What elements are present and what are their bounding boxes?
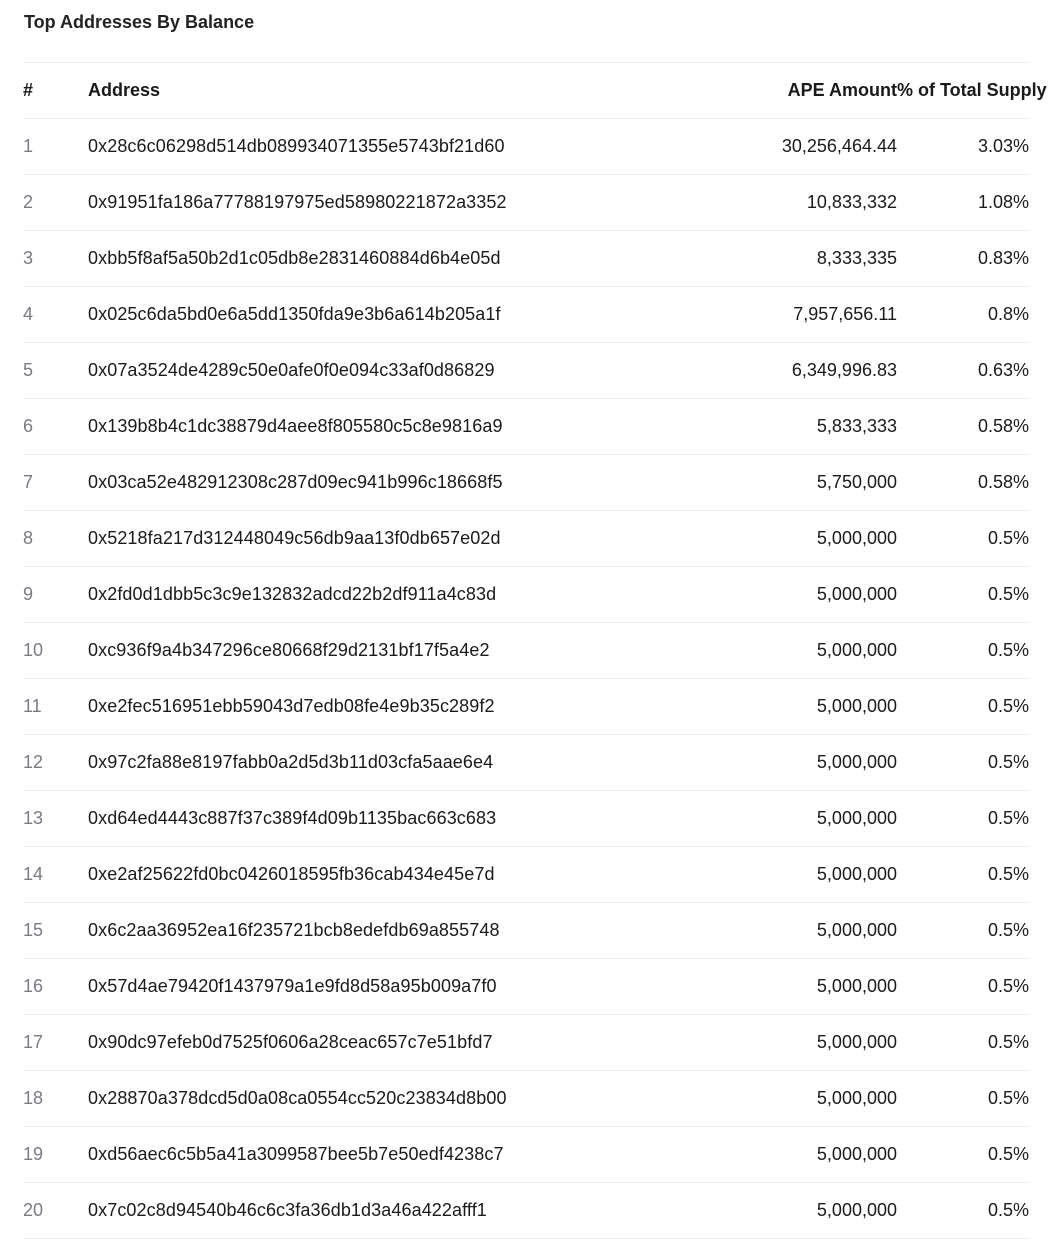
supply-percentage: 0.58% (897, 455, 1029, 511)
row-rank: 1 (23, 119, 88, 175)
address-link[interactable]: 0x025c6da5bd0e6a5dd1350fda9e3b6a614b205a1f (88, 287, 648, 343)
ape-amount: 5,000,000 (648, 735, 897, 791)
address-link[interactable]: 0x28870a378dcd5d0a08ca0554cc520c23834d8b00 (88, 1071, 648, 1127)
table-row (23, 1127, 1029, 1183)
table-row (23, 903, 1029, 959)
table-row (23, 847, 1029, 903)
ape-amount: 5,000,000 (648, 959, 897, 1015)
row-rank: 20 (23, 1183, 88, 1239)
ape-amount: 5,000,000 (648, 791, 897, 847)
supply-percentage: 0.8% (897, 287, 1029, 343)
address-link[interactable]: 0x03ca52e482912308c287d09ec941b996c18668f5 (88, 455, 648, 511)
table-row (23, 287, 1029, 343)
ape-amount: 5,000,000 (648, 511, 897, 567)
table-row (23, 511, 1029, 567)
ape-amount: 5,000,000 (648, 679, 897, 735)
address-link[interactable]: 0x07a3524de4289c50e0afe0f0e094c33af0d86829 (88, 343, 648, 399)
table-body (23, 119, 1029, 1239)
row-rank: 3 (23, 231, 88, 287)
supply-percentage: 3.03% (897, 119, 1029, 175)
row-rank: 18 (23, 1071, 88, 1127)
supply-percentage: 0.5% (897, 511, 1029, 567)
table-row (23, 623, 1029, 679)
row-rank: 10 (23, 623, 88, 679)
ape-amount: 10,833,332 (648, 175, 897, 231)
row-rank: 8 (23, 511, 88, 567)
supply-percentage: 0.5% (897, 847, 1029, 903)
ape-amount: 5,000,000 (648, 1071, 897, 1127)
ape-amount: 5,833,333 (648, 399, 897, 455)
row-rank: 5 (23, 343, 88, 399)
top-addresses-table (23, 62, 1047, 1239)
row-rank: 14 (23, 847, 88, 903)
table-header (23, 63, 1047, 119)
table-header-row (23, 63, 1029, 119)
address-link[interactable]: 0x90dc97efeb0d7525f0606a28ceac657c7e51bfd7 (88, 1015, 648, 1071)
ape-amount: 5,000,000 (648, 623, 897, 679)
page-title: Top Addresses By Balance (24, 12, 255, 32)
header-address: Address (88, 63, 648, 119)
address-link[interactable]: 0xe2fec516951ebb59043d7edb08fe4e9b35c289f2 (88, 679, 648, 735)
supply-percentage: 0.5% (897, 567, 1029, 623)
ape-amount: 5,000,000 (648, 1015, 897, 1071)
row-rank: 11 (23, 679, 88, 735)
supply-percentage: 0.5% (897, 903, 1029, 959)
row-rank: 9 (23, 567, 88, 623)
table-row (23, 959, 1029, 1015)
address-link[interactable]: 0x2fd0d1dbb5c3c9e132832adcd22b2df911a4c83d (88, 567, 648, 623)
address-link[interactable]: 0x139b8b4c1dc38879d4aee8f805580c5c8e9816a9 (88, 399, 648, 455)
header-rank: # (23, 63, 88, 119)
table-row (23, 679, 1029, 735)
ape-amount: 7,957,656.11 (648, 287, 897, 343)
row-rank: 16 (23, 959, 88, 1015)
table-row (23, 1183, 1029, 1239)
address-link[interactable]: 0xe2af25622fd0bc0426018595fb36cab434e45e7d (88, 847, 648, 903)
supply-percentage: 0.5% (897, 1127, 1029, 1183)
address-link[interactable]: 0x5218fa217d312448049c56db9aa13f0db657e02d (88, 511, 648, 567)
ape-amount: 5,000,000 (648, 1183, 897, 1239)
row-rank: 17 (23, 1015, 88, 1071)
ape-amount: 5,000,000 (648, 1127, 897, 1183)
table-row (23, 1015, 1029, 1071)
row-rank: 2 (23, 175, 88, 231)
table-row (23, 791, 1029, 847)
table-row (23, 1071, 1029, 1127)
address-link[interactable]: 0xbb5f8af5a50b2d1c05db8e2831460884d6b4e05d (88, 231, 648, 287)
supply-percentage: 0.63% (897, 343, 1029, 399)
ape-amount: 5,000,000 (648, 847, 897, 903)
ape-amount: 5,750,000 (648, 455, 897, 511)
table-row (23, 567, 1029, 623)
table-row (23, 175, 1029, 231)
address-link[interactable]: 0x28c6c06298d514db089934071355e5743bf21d60 (88, 119, 648, 175)
row-rank: 12 (23, 735, 88, 791)
ape-amount: 5,000,000 (648, 567, 897, 623)
supply-percentage: 0.5% (897, 1015, 1029, 1071)
table-row (23, 399, 1029, 455)
row-rank: 19 (23, 1127, 88, 1183)
ape-amount: 6,349,996.83 (648, 343, 897, 399)
supply-percentage: 0.5% (897, 735, 1029, 791)
table-row (23, 455, 1029, 511)
supply-percentage: 0.83% (897, 231, 1029, 287)
row-rank: 15 (23, 903, 88, 959)
supply-percentage: 0.5% (897, 1071, 1029, 1127)
row-rank: 13 (23, 791, 88, 847)
address-link[interactable]: 0x57d4ae79420f1437979a1e9fd8d58a95b009a7f0 (88, 959, 648, 1015)
row-rank: 7 (23, 455, 88, 511)
supply-percentage: 0.5% (897, 791, 1029, 847)
table-row (23, 119, 1029, 175)
supply-percentage: 0.5% (897, 1183, 1029, 1239)
ape-amount: 5,000,000 (648, 903, 897, 959)
ape-amount: 30,256,464.44 (648, 119, 897, 175)
address-link[interactable]: 0xd64ed4443c887f37c389f4d09b1135bac663c683 (88, 791, 648, 847)
row-rank: 6 (23, 399, 88, 455)
table-row (23, 735, 1029, 791)
header-ape-amount: APE Amount (648, 63, 897, 119)
table-row (23, 231, 1029, 287)
supply-percentage: 1.08% (897, 175, 1029, 231)
supply-percentage: 0.5% (897, 623, 1029, 679)
supply-percentage: 0.5% (897, 959, 1029, 1015)
header-total-supply: % of Total Supply (897, 63, 1029, 119)
address-link[interactable]: 0xc936f9a4b347296ce80668f29d2131bf17f5a4e2 (88, 623, 648, 679)
address-link[interactable]: 0x7c02c8d94540b46c6c3fa36db1d3a46a422afff1 (88, 1183, 648, 1239)
address-link[interactable]: 0x6c2aa36952ea16f235721bcb8edefdb69a855748 (88, 903, 648, 959)
row-rank: 4 (23, 287, 88, 343)
table-row (23, 343, 1029, 399)
address-link[interactable]: 0x97c2fa88e8197fabb0a2d5d3b11d03cfa5aae6e4 (88, 735, 648, 791)
supply-percentage: 0.58% (897, 399, 1029, 455)
address-link[interactable]: 0xd56aec6c5b5a41a3099587bee5b7e50edf4238c7 (88, 1127, 648, 1183)
address-link[interactable]: 0x91951fa186a77788197975ed58980221872a3352 (88, 175, 648, 231)
ape-amount: 8,333,335 (648, 231, 897, 287)
supply-percentage: 0.5% (897, 679, 1029, 735)
